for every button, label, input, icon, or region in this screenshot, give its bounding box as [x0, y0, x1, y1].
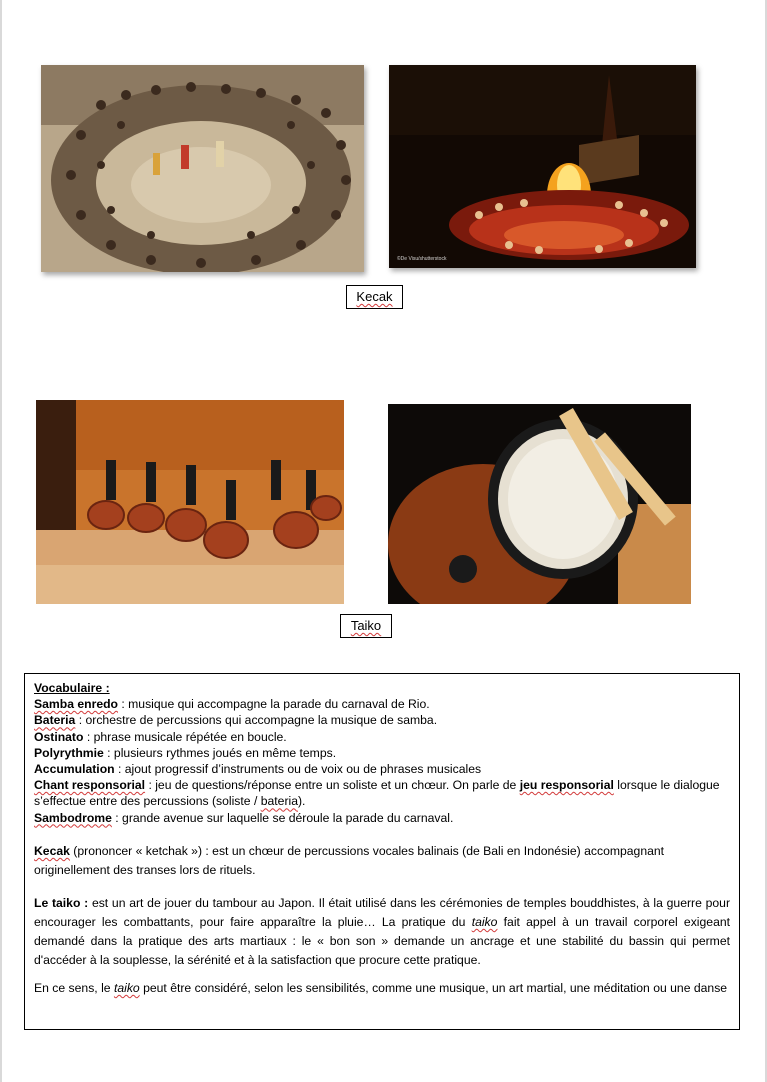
- taiko-drum-photo: [388, 404, 691, 604]
- vocab-kecak: Kecak (prononcer « ketchak ») : est un chœur de percussions vocales balinais (de Bali en Indonésie) accompagnant originellement des transes lors de rituels.: [34, 843, 665, 877]
- page-edge-left: [0, 0, 2, 1082]
- vocab-accumulation: Accumulation : ajout progressif d’instruments ou de voix ou de phrases musicales: [34, 762, 482, 777]
- kecak-fire-illustration: [389, 65, 696, 268]
- kecak-circle-illustration: [41, 65, 364, 272]
- vocabulary-box: [24, 673, 740, 1030]
- vocab-polyrythmie: Polyrythmie : plusieurs rythmes joués en même temps.: [34, 745, 337, 760]
- vocab-final: En ce sens, le taiko peut être considéré, selon les sensibilités, comme une musique, un art martial, une méditation ou une danse: [34, 980, 728, 995]
- kecak-fire-photo: [389, 65, 696, 268]
- photo-credit: ©De Visu/shutterstock: [397, 256, 447, 262]
- kecak-caption-text: Kecak: [356, 289, 393, 304]
- vocab-taiko: Le taiko : est un art de jouer du tambour au Japon. Il était utilisé dans les cérémonies de temples bouddhistes, à la guerre pour encourager les combattants, pour faire apparaître la pluie… La pratique du taiko fait appel à un travail corporel exigeant demandé dans la pratique des arts martiaux : le « bon son » demande un ancrage et une stabilité du bassin qui permet d'accéder à la souplesse, la sérénité et à la satisfaction que procure cette pratique.: [34, 895, 731, 967]
- kecak-caption: [346, 285, 403, 309]
- vocab-chant: Chant responsorial : jeu de questions/réponse entre un soliste et un chœur. On parle de jeu responsorial lorsque le dialogue s’effectue entre des percussions (soliste / bateria).: [34, 778, 720, 809]
- taiko-caption: [340, 614, 392, 638]
- vocab-heading: Vocabulaire :: [34, 681, 110, 695]
- vocab-samba: Samba enredo : musique qui accompagne la parade du carnaval de Rio.: [34, 697, 430, 712]
- vocab-ostinato: Ostinato : phrase musicale répétée en boucle.: [34, 729, 287, 744]
- taiko-drum-illustration: [388, 404, 691, 604]
- taiko-ensemble-illustration: [36, 400, 344, 604]
- taiko-ensemble-photo: [36, 400, 344, 604]
- vocab-bateria: Bateria : orchestre de percussions qui accompagne la musique de samba.: [34, 713, 438, 728]
- vocab-sambodrome: Sambodrome : grande avenue sur laquelle se déroule la parade du carnaval.: [34, 810, 454, 825]
- kecak-circle-photo: [41, 65, 364, 272]
- taiko-caption-text: Taiko: [350, 618, 382, 633]
